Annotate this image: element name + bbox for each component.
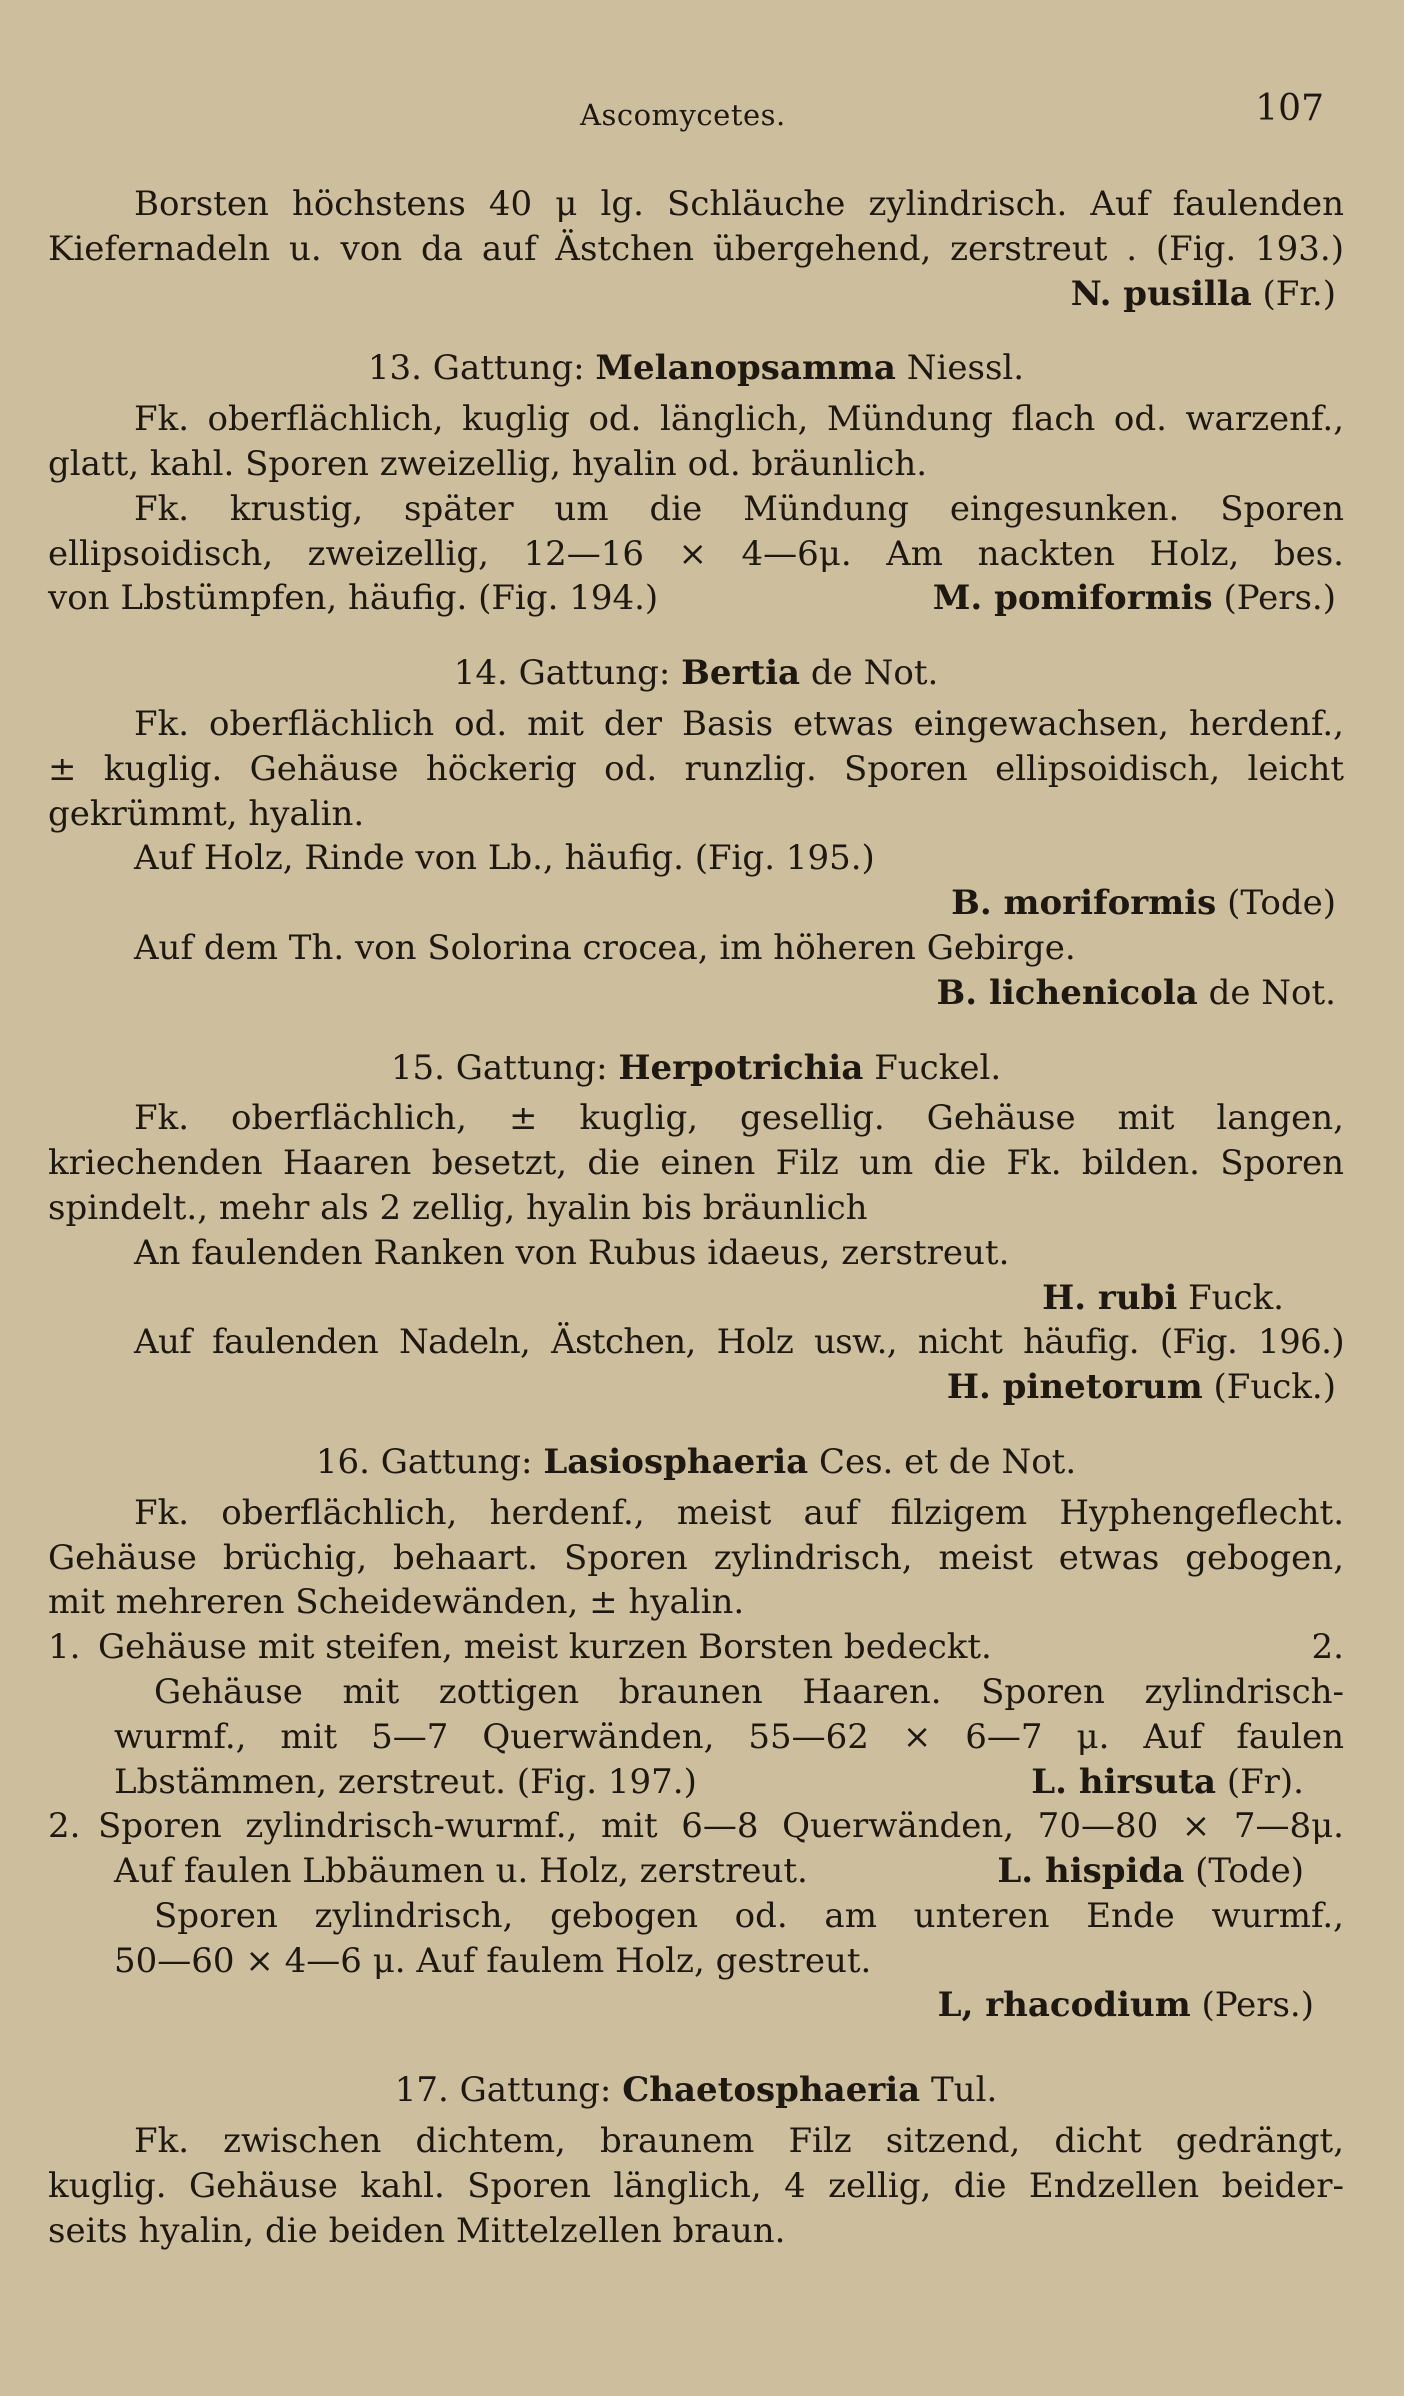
page-number: 107: [1255, 88, 1324, 129]
genus-name: Melanopsamma: [595, 348, 896, 389]
species-author: (Pers.): [1223, 578, 1336, 619]
genus-label: 14. Gattung:: [453, 653, 671, 694]
species-author: de Not.: [1208, 972, 1336, 1013]
text-line-with-species: [48, 1849, 1344, 1894]
page-body: [48, 182, 1344, 2253]
text-line: ± kuglig. Gehäuse höckerig od. runzlig. Sporen ellipsoidisch, leicht: [48, 748, 1344, 789]
genus-heading: [48, 1046, 1344, 1091]
page-header: [50, 88, 1324, 138]
species-author: Fuck.: [1188, 1277, 1284, 1318]
text-line: Sporen zylindrisch, gebogen od. am unteren Ende wurmf.,: [154, 1895, 1344, 1936]
text-line: Fk. krustig, später um die Mündung eingesunken. Sporen: [134, 488, 1344, 529]
key-entry-2: [48, 1804, 1344, 1849]
species-author: (Fr).: [1226, 1761, 1304, 1802]
species-author: (Pers.): [1201, 1985, 1314, 2026]
text-segment: Lbstämmen, zerstreut. (Fig. 197.): [114, 1761, 697, 1802]
text-line: mit mehreren Scheidewänden, ± hyalin.: [48, 1582, 745, 1623]
text-line: Auf faulenden Nadeln, Ästchen, Holz usw., nicht häufig. (Fig. 196.): [134, 1322, 1344, 1363]
text-line: seits hyalin, die beiden Mittelzellen braun.: [48, 2210, 786, 2251]
genus-name: Herpotrichia: [618, 1047, 864, 1088]
species-epithet: L. hirsuta: [1031, 1761, 1216, 1802]
text-line-with-species: [48, 576, 1344, 621]
key-text: Sporen zylindrisch-wurmf., mit 6—8 Querwänden, 70—80 × 7—8μ.: [98, 1806, 1344, 1847]
species-epithet: L, rhacodium: [937, 1985, 1191, 2026]
species-author: (Fuck.): [1213, 1367, 1336, 1408]
species-author: (Tode): [1227, 883, 1336, 924]
genus-author: Niessl.: [906, 348, 1025, 389]
genus-author: Fuckel.: [874, 1047, 1002, 1088]
species-name: [48, 1365, 1344, 1410]
genus-name: Lasiosphaeria: [543, 1441, 809, 1482]
species-name: [48, 1983, 1344, 2028]
text-line: Fk. oberflächlich, herdenf., meist auf filzigem Hyphengeflecht.: [134, 1492, 1344, 1533]
text-line: Gehäuse mit zottigen braunen Haaren. Sporen zylindrisch-: [154, 1671, 1344, 1712]
text-line: Fk. oberflächlich od. mit der Basis etwas eingewachsen, herdenf.,: [134, 703, 1344, 744]
genus-label: 15. Gattung:: [390, 1047, 608, 1088]
text-line: gekrümmt, hyalin.: [48, 793, 365, 834]
species-epithet: L. hispida: [997, 1851, 1185, 1892]
text-segment: von Lbstümpfen, häufig. (Fig. 194.): [48, 578, 659, 619]
species-epithet: B. lichenicola: [936, 972, 1198, 1013]
key-entry-1: [48, 1625, 1344, 1670]
genus-author: Ces. et de Not.: [818, 1441, 1077, 1482]
text-line: wurmf., mit 5—7 Querwänden, 55—62 × 6—7 μ. Auf faulen: [114, 1716, 1344, 1757]
text-line-with-species: [48, 1760, 1344, 1805]
key-lead: 2.: [1311, 1627, 1344, 1668]
species-author: (Fr.): [1262, 273, 1336, 314]
text-line: Kiefernadeln u. von da auf Ästchen übergehend, zerstreut . (Fig. 193.): [48, 228, 1344, 269]
text-line: Auf dem Th. von Solorina crocea, im höheren Gebirge.: [134, 927, 1076, 968]
key-text: Gehäuse mit steifen, meist kurzen Borsten bedeckt.: [98, 1627, 992, 1668]
genus-author: de Not.: [810, 653, 939, 694]
text-line: spindelt., mehr als 2 zellig, hyalin bis bräunlich: [48, 1187, 868, 1228]
genus-heading: [48, 346, 1344, 391]
key-number: 1.: [48, 1627, 81, 1668]
text-line: kriechenden Haaren besetzt, die einen Filz um die Fk. bilden. Sporen: [48, 1143, 1344, 1184]
text-line: ellipsoidisch, zweizellig, 12—16 × 4—6μ. Am nackten Holz, bes.: [48, 533, 1344, 574]
genus-name: Bertia: [681, 653, 801, 694]
text-line: Gehäuse brüchig, behaart. Sporen zylindrisch, meist etwas gebogen,: [48, 1537, 1344, 1578]
text-line: Auf Holz, Rinde von Lb., häufig. (Fig. 195.): [134, 838, 875, 879]
text-segment: Auf faulen Lbbäumen u. Holz, zerstreut.: [114, 1851, 808, 1892]
species-epithet: H. pinetorum: [946, 1367, 1203, 1408]
text-line: 50—60 × 4—6 μ. Auf faulem Holz, gestreut.: [114, 1940, 872, 1981]
text-line: kuglig. Gehäuse kahl. Sporen länglich, 4 zellig, die Endzellen beider-: [48, 2165, 1344, 2206]
genus-heading: [48, 2068, 1344, 2113]
species-name: [48, 272, 1344, 317]
running-head: Ascomycetes.: [580, 98, 786, 132]
species-epithet: B. moriformis: [951, 883, 1217, 924]
genus-label: 13. Gattung:: [367, 348, 585, 389]
genus-heading: [48, 1440, 1344, 1485]
text-line: Borsten höchstens 40 μ lg. Schläuche zylindrisch. Auf faulenden: [134, 184, 1344, 224]
key-number: 2.: [48, 1806, 81, 1847]
genus-label: 16. Gattung:: [315, 1441, 533, 1482]
species-epithet: N. pusilla: [1070, 273, 1252, 314]
species-epithet: H. rubi: [1042, 1277, 1178, 1318]
text-line: glatt, kahl. Sporen zweizellig, hyalin od. bräunlich.: [48, 443, 928, 484]
text-line: Fk. oberflächlich, ± kuglig, gesellig. Gehäuse mit langen,: [134, 1098, 1344, 1139]
species-name: [48, 1276, 1344, 1321]
text-line: An faulenden Ranken von Rubus idaeus, zerstreut.: [134, 1232, 1010, 1273]
genus-author: Tul.: [931, 2070, 998, 2111]
text-line: Fk. oberflächlich, kuglig od. länglich, Mündung flach od. warzenf.,: [134, 399, 1344, 440]
text-line: Fk. zwischen dichtem, braunem Filz sitzend, dicht gedrängt,: [134, 2121, 1344, 2162]
species-epithet: M. pomiformis: [932, 578, 1213, 619]
species-name: [48, 881, 1344, 926]
species-name: [48, 971, 1344, 1016]
species-author: (Tode): [1195, 1851, 1304, 1892]
genus-label: 17. Gattung:: [394, 2070, 612, 2111]
genus-name: Chaetosphaeria: [622, 2070, 921, 2111]
genus-heading: [48, 651, 1344, 696]
